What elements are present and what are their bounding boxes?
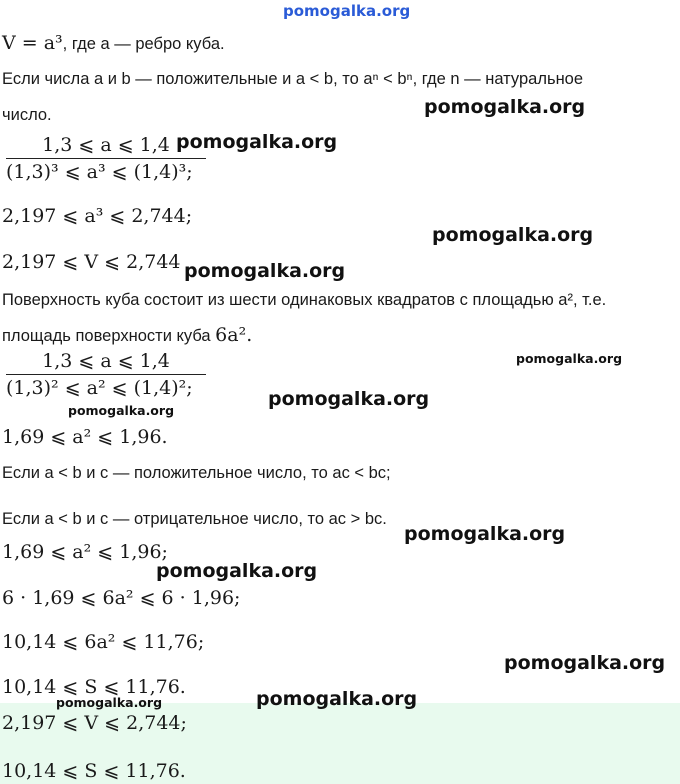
watermark: pomogalka.org — [432, 224, 594, 246]
volume-bounds-line: 2,197 ⩽ V ⩽ 2,744 — [2, 251, 181, 273]
watermark: pomogalka.org — [424, 96, 586, 118]
watermark: pomogalka.org — [268, 388, 430, 410]
multiply-negative-rule: Если a < b и c — отрицательное число, то ac > bc. — [2, 510, 387, 528]
surface-area-line — [2, 324, 252, 347]
fraction-1-numerator: 1,3 ⩽ a ⩽ 1,4 — [42, 134, 170, 156]
scaled-bounds-line: 6 · 1,69 ⩽ 6a² ⩽ 6 · 1,96; — [2, 587, 241, 609]
answer-volume: 2,197 ⩽ V ⩽ 2,744; — [2, 712, 187, 734]
multiply-positive-rule: Если a < b и c — положительное число, то ac < bc; — [2, 464, 391, 482]
fraction-2-denominator: (1,3)² ⩽ a² ⩽ (1,4)²; — [6, 377, 193, 399]
surface-area-text: площадь поверхности куба — [2, 327, 216, 345]
volume-formula: V = a³ — [2, 32, 63, 54]
fraction-2-numerator: 1,3 ⩽ a ⩽ 1,4 — [42, 350, 170, 372]
watermark: pomogalka.org — [504, 652, 666, 674]
watermark: pomogalka.org — [516, 351, 623, 366]
fraction-1-denominator: (1,3)³ ⩽ a³ ⩽ (1,4)³; — [6, 161, 193, 183]
power-rule-text: Если числа a и b — положительные и a < b, то aⁿ < bⁿ, где n — натуральное — [2, 70, 584, 88]
surface-description: Поверхность куба состоит из шести одинаковых квадратов с площадью a², т.е. — [2, 291, 607, 309]
fraction-1-bar — [6, 158, 206, 159]
watermark: pomogalka.org — [176, 131, 338, 153]
fraction-2-bar — [6, 374, 206, 375]
volume-formula-note: , где a — ребро куба. — [62, 35, 225, 53]
square-bounds-line: 1,69 ⩽ a² ⩽ 1,96. — [2, 426, 168, 448]
watermark: pomogalka.org — [56, 695, 163, 710]
cube-bounds-line: 2,197 ⩽ a³ ⩽ 2,744; — [2, 205, 193, 227]
watermark-top: pomogalka.org — [283, 2, 411, 20]
surface-result-line: 10,14 ⩽ S ⩽ 11,76. — [2, 676, 186, 698]
watermark: pomogalka.org — [404, 523, 566, 545]
surface-area-formula: 6a². — [215, 324, 253, 346]
volume-formula-line — [2, 32, 225, 55]
answer-surface: 10,14 ⩽ S ⩽ 11,76. — [2, 760, 186, 782]
watermark: pomogalka.org — [184, 260, 346, 282]
watermark: pomogalka.org — [68, 403, 175, 418]
power-rule-text-cont: число. — [2, 106, 52, 124]
inequality-fraction-2 — [6, 350, 206, 399]
square-bounds-line-2: 1,69 ⩽ a² ⩽ 1,96; — [2, 541, 168, 563]
surface-bounds-line: 10,14 ⩽ 6a² ⩽ 11,76; — [2, 631, 205, 653]
watermark: pomogalka.org — [256, 688, 418, 710]
watermark: pomogalka.org — [156, 560, 318, 582]
